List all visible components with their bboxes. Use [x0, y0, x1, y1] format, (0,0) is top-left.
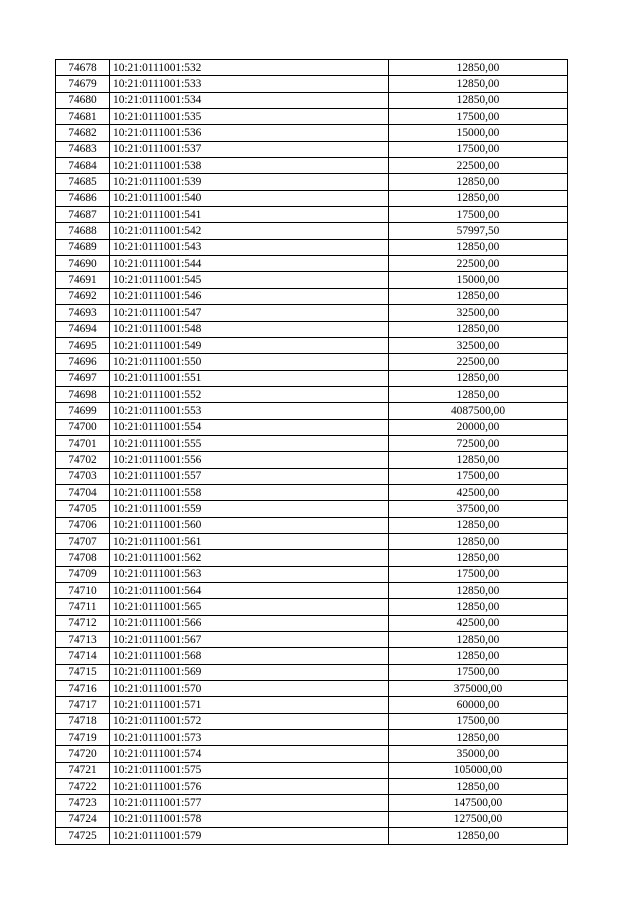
amount-cell: 12850,00 [389, 648, 568, 664]
table-row [56, 795, 568, 811]
amount-cell: 35000,00 [389, 746, 568, 762]
amount-cell: 17500,00 [389, 566, 568, 582]
row-number-cell: 74709 [56, 566, 110, 582]
cadastral-number-cell: 10:21:0111001:571 [110, 697, 389, 713]
table-row [56, 599, 568, 615]
cadastral-number-cell: 10:21:0111001:537 [110, 141, 389, 157]
row-number-cell: 74691 [56, 272, 110, 288]
amount-cell: 12850,00 [389, 452, 568, 468]
table-row [56, 403, 568, 419]
table-row [56, 386, 568, 402]
row-number-cell: 74711 [56, 599, 110, 615]
cadastral-number-cell: 10:21:0111001:557 [110, 468, 389, 484]
table-row [56, 468, 568, 484]
cadastral-number-cell: 10:21:0111001:575 [110, 762, 389, 778]
table-row [56, 615, 568, 631]
table-row [56, 288, 568, 304]
table-row [56, 746, 568, 762]
amount-cell: 22500,00 [389, 158, 568, 174]
row-number-cell: 74695 [56, 337, 110, 353]
amount-cell: 12850,00 [389, 632, 568, 648]
amount-cell: 15000,00 [389, 125, 568, 141]
row-number-cell: 74715 [56, 664, 110, 680]
amount-cell: 22500,00 [389, 354, 568, 370]
table-row [56, 92, 568, 108]
table-row [56, 550, 568, 566]
row-number-cell: 74716 [56, 681, 110, 697]
cadastral-number-cell: 10:21:0111001:554 [110, 419, 389, 435]
row-number-cell: 74725 [56, 828, 110, 844]
table-row [56, 632, 568, 648]
table-row [56, 370, 568, 386]
amount-cell: 12850,00 [389, 730, 568, 746]
cadastral-number-cell: 10:21:0111001:535 [110, 109, 389, 125]
cadastral-number-cell: 10:21:0111001:542 [110, 223, 389, 239]
amount-cell: 17500,00 [389, 468, 568, 484]
table-row [56, 681, 568, 697]
table-body [56, 60, 568, 845]
cadastral-number-cell: 10:21:0111001:560 [110, 517, 389, 533]
row-number-cell: 74722 [56, 779, 110, 795]
row-number-cell: 74720 [56, 746, 110, 762]
cadastral-number-cell: 10:21:0111001:541 [110, 207, 389, 223]
amount-cell: 42500,00 [389, 615, 568, 631]
table-row [56, 305, 568, 321]
row-number-cell: 74703 [56, 468, 110, 484]
cadastral-number-cell: 10:21:0111001:546 [110, 288, 389, 304]
amount-cell: 57997,50 [389, 223, 568, 239]
row-number-cell: 74724 [56, 811, 110, 827]
amount-cell: 12850,00 [389, 76, 568, 92]
cadastral-number-cell: 10:21:0111001:547 [110, 305, 389, 321]
table-row [56, 648, 568, 664]
amount-cell: 12850,00 [389, 533, 568, 549]
cadastral-number-cell: 10:21:0111001:549 [110, 337, 389, 353]
cadastral-number-cell: 10:21:0111001:559 [110, 501, 389, 517]
row-number-cell: 74694 [56, 321, 110, 337]
row-number-cell: 74714 [56, 648, 110, 664]
table-row [56, 158, 568, 174]
table-row [56, 566, 568, 582]
table-row [56, 762, 568, 778]
table-row [56, 435, 568, 451]
row-number-cell: 74689 [56, 239, 110, 255]
cadastral-number-cell: 10:21:0111001:538 [110, 158, 389, 174]
table-row [56, 517, 568, 533]
table-row [56, 60, 568, 76]
cadastral-number-cell: 10:21:0111001:552 [110, 386, 389, 402]
row-number-cell: 74698 [56, 386, 110, 402]
amount-cell: 12850,00 [389, 92, 568, 108]
table-row [56, 501, 568, 517]
cadastral-number-cell: 10:21:0111001:576 [110, 779, 389, 795]
amount-cell: 4087500,00 [389, 403, 568, 419]
amount-cell: 12850,00 [389, 239, 568, 255]
cadastral-number-cell: 10:21:0111001:539 [110, 174, 389, 190]
row-number-cell: 74717 [56, 697, 110, 713]
table-row [56, 664, 568, 680]
cadastral-number-cell: 10:21:0111001:565 [110, 599, 389, 615]
row-number-cell: 74686 [56, 190, 110, 206]
table-row [56, 190, 568, 206]
row-number-cell: 74702 [56, 452, 110, 468]
row-number-cell: 74693 [56, 305, 110, 321]
cadastral-number-cell: 10:21:0111001:579 [110, 828, 389, 844]
cadastral-number-cell: 10:21:0111001:553 [110, 403, 389, 419]
row-number-cell: 74699 [56, 403, 110, 419]
table-row [56, 239, 568, 255]
row-number-cell: 74692 [56, 288, 110, 304]
row-number-cell: 74684 [56, 158, 110, 174]
cadastral-value-table [55, 59, 568, 845]
table-row [56, 256, 568, 272]
table-row [56, 730, 568, 746]
table-row [56, 125, 568, 141]
cadastral-number-cell: 10:21:0111001:577 [110, 795, 389, 811]
amount-cell: 42500,00 [389, 484, 568, 500]
cadastral-number-cell: 10:21:0111001:566 [110, 615, 389, 631]
row-number-cell: 74688 [56, 223, 110, 239]
cadastral-number-cell: 10:21:0111001:543 [110, 239, 389, 255]
amount-cell: 12850,00 [389, 321, 568, 337]
row-number-cell: 74713 [56, 632, 110, 648]
amount-cell: 147500,00 [389, 795, 568, 811]
row-number-cell: 74690 [56, 256, 110, 272]
cadastral-number-cell: 10:21:0111001:555 [110, 435, 389, 451]
row-number-cell: 74710 [56, 583, 110, 599]
cadastral-number-cell: 10:21:0111001:533 [110, 76, 389, 92]
amount-cell: 20000,00 [389, 419, 568, 435]
cadastral-number-cell: 10:21:0111001:556 [110, 452, 389, 468]
amount-cell: 32500,00 [389, 337, 568, 353]
row-number-cell: 74687 [56, 207, 110, 223]
amount-cell: 12850,00 [389, 370, 568, 386]
cadastral-number-cell: 10:21:0111001:536 [110, 125, 389, 141]
amount-cell: 12850,00 [389, 517, 568, 533]
table-row [56, 583, 568, 599]
row-number-cell: 74719 [56, 730, 110, 746]
table-row [56, 223, 568, 239]
row-number-cell: 74707 [56, 533, 110, 549]
amount-cell: 12850,00 [389, 550, 568, 566]
cadastral-number-cell: 10:21:0111001:532 [110, 60, 389, 76]
row-number-cell: 74683 [56, 141, 110, 157]
cadastral-number-cell: 10:21:0111001:544 [110, 256, 389, 272]
cadastral-number-cell: 10:21:0111001:572 [110, 713, 389, 729]
row-number-cell: 74712 [56, 615, 110, 631]
amount-cell: 17500,00 [389, 207, 568, 223]
amount-cell: 375000,00 [389, 681, 568, 697]
cadastral-number-cell: 10:21:0111001:540 [110, 190, 389, 206]
table-row [56, 452, 568, 468]
table-row [56, 76, 568, 92]
cadastral-number-cell: 10:21:0111001:545 [110, 272, 389, 288]
row-number-cell: 74706 [56, 517, 110, 533]
cadastral-number-cell: 10:21:0111001:567 [110, 632, 389, 648]
cadastral-number-cell: 10:21:0111001:564 [110, 583, 389, 599]
table-row [56, 337, 568, 353]
row-number-cell: 74704 [56, 484, 110, 500]
amount-cell: 15000,00 [389, 272, 568, 288]
row-number-cell: 74685 [56, 174, 110, 190]
amount-cell: 127500,00 [389, 811, 568, 827]
cadastral-number-cell: 10:21:0111001:569 [110, 664, 389, 680]
table-row [56, 828, 568, 844]
amount-cell: 22500,00 [389, 256, 568, 272]
table-row [56, 811, 568, 827]
cadastral-number-cell: 10:21:0111001:573 [110, 730, 389, 746]
amount-cell: 12850,00 [389, 60, 568, 76]
cadastral-number-cell: 10:21:0111001:550 [110, 354, 389, 370]
row-number-cell: 74682 [56, 125, 110, 141]
row-number-cell: 74680 [56, 92, 110, 108]
cadastral-number-cell: 10:21:0111001:570 [110, 681, 389, 697]
amount-cell: 17500,00 [389, 141, 568, 157]
amount-cell: 12850,00 [389, 599, 568, 615]
amount-cell: 60000,00 [389, 697, 568, 713]
table-row [56, 484, 568, 500]
table-row [56, 207, 568, 223]
cadastral-number-cell: 10:21:0111001:568 [110, 648, 389, 664]
table-row [56, 779, 568, 795]
amount-cell: 17500,00 [389, 664, 568, 680]
table-row [56, 321, 568, 337]
cadastral-number-cell: 10:21:0111001:551 [110, 370, 389, 386]
amount-cell: 12850,00 [389, 174, 568, 190]
amount-cell: 12850,00 [389, 190, 568, 206]
table-row [56, 141, 568, 157]
row-number-cell: 74679 [56, 76, 110, 92]
amount-cell: 12850,00 [389, 288, 568, 304]
amount-cell: 105000,00 [389, 762, 568, 778]
table-row [56, 419, 568, 435]
row-number-cell: 74701 [56, 435, 110, 451]
amount-cell: 12850,00 [389, 386, 568, 402]
amount-cell: 72500,00 [389, 435, 568, 451]
amount-cell: 37500,00 [389, 501, 568, 517]
row-number-cell: 74700 [56, 419, 110, 435]
table-row [56, 713, 568, 729]
cadastral-number-cell: 10:21:0111001:563 [110, 566, 389, 582]
amount-cell: 12850,00 [389, 828, 568, 844]
cadastral-number-cell: 10:21:0111001:534 [110, 92, 389, 108]
row-number-cell: 74718 [56, 713, 110, 729]
table-row [56, 533, 568, 549]
amount-cell: 17500,00 [389, 109, 568, 125]
row-number-cell: 74708 [56, 550, 110, 566]
row-number-cell: 74681 [56, 109, 110, 125]
row-number-cell: 74705 [56, 501, 110, 517]
table-row [56, 697, 568, 713]
row-number-cell: 74678 [56, 60, 110, 76]
amount-cell: 32500,00 [389, 305, 568, 321]
row-number-cell: 74697 [56, 370, 110, 386]
amount-cell: 12850,00 [389, 583, 568, 599]
cadastral-number-cell: 10:21:0111001:562 [110, 550, 389, 566]
row-number-cell: 74723 [56, 795, 110, 811]
row-number-cell: 74721 [56, 762, 110, 778]
amount-cell: 12850,00 [389, 779, 568, 795]
table-row [56, 174, 568, 190]
cadastral-number-cell: 10:21:0111001:578 [110, 811, 389, 827]
table-row [56, 109, 568, 125]
cadastral-number-cell: 10:21:0111001:561 [110, 533, 389, 549]
amount-cell: 17500,00 [389, 713, 568, 729]
cadastral-number-cell: 10:21:0111001:558 [110, 484, 389, 500]
row-number-cell: 74696 [56, 354, 110, 370]
table-row [56, 354, 568, 370]
cadastral-number-cell: 10:21:0111001:574 [110, 746, 389, 762]
cadastral-number-cell: 10:21:0111001:548 [110, 321, 389, 337]
table-row [56, 272, 568, 288]
